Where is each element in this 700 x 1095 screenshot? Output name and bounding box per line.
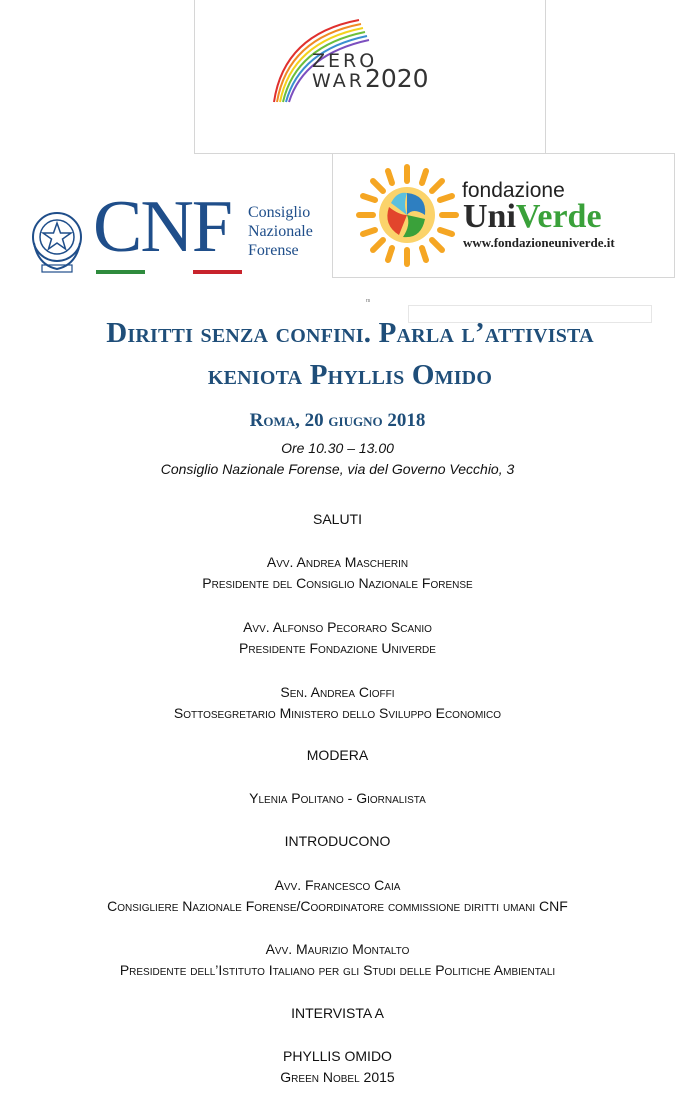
universe-brand	[463, 198, 602, 236]
zerowar-year: 2020	[364, 64, 429, 93]
cnf-name-line: Forense	[248, 242, 299, 259]
speaker-name: Avv. Maurizio Montalto	[265, 941, 410, 957]
speaker-role: Presidente del Consiglio Nazionale Forense	[202, 575, 473, 591]
cnf-name	[248, 203, 313, 260]
speaker-role: Consigliere Nazionale Forense/Coordinatore commissione diritti umani CNF	[107, 898, 568, 914]
intervista-heading: INTERVISTA A	[291, 1005, 384, 1021]
event-time: Ore 10.30 – 13.00	[281, 440, 394, 456]
universe-url: www.fondazioneuniverde.it	[463, 235, 615, 250]
tiny-mark: rs	[366, 298, 371, 304]
moderator: Ylenia Politano - Giornalista	[249, 790, 426, 806]
guest-award: Green Nobel 2015	[280, 1069, 395, 1085]
event-title-line2: keniota Phyllis Omido	[207, 359, 493, 391]
speaker-name: Avv. Andrea Mascherin	[266, 554, 409, 570]
event-title	[0, 312, 700, 396]
speaker-name: Avv. Francesco Caia	[274, 877, 401, 893]
event-title-line1: Diritti senza confini. Parla l’attivista	[106, 317, 594, 349]
introducono-heading: INTRODUCONO	[284, 833, 391, 849]
guest-name: PHYLLIS OMIDO	[283, 1048, 392, 1064]
speaker-role: Presidente dell’Istituto Italiano per gli Studi delle Politiche Ambientali	[119, 962, 556, 978]
speaker-name: Sen. Andrea Cioffi	[280, 684, 395, 700]
sun-logo-icon	[355, 163, 460, 268]
brand-verde: Verde	[515, 198, 602, 235]
zerowar-line1: ZERO	[312, 50, 378, 72]
speaker-name: Avv. Alfonso Pecoraro Scanio	[243, 619, 432, 635]
zerowar-line2: WAR	[312, 70, 365, 92]
speaker-role: Sottosegretario Ministero dello Sviluppo Economico	[173, 705, 502, 721]
zerowar-wordmark	[312, 50, 429, 93]
cnf-letters: CNF	[93, 186, 231, 268]
fondazione-label: fondazione	[462, 179, 565, 202]
italian-republic-emblem-icon	[28, 203, 86, 275]
event-date: Roma, 20 giugno 2018	[249, 410, 426, 431]
saluti-heading: SALUTI	[312, 511, 362, 527]
cnf-name-line: Nazionale	[248, 223, 313, 240]
modera-heading: MODERA	[306, 747, 369, 763]
brand-uni: Uni	[463, 198, 516, 235]
cnf-name-line: Consiglio	[248, 204, 311, 221]
speaker-role: Presidente Fondazione Univerde	[239, 640, 436, 656]
event-venue: Consiglio Nazionale Forense, via del Governo Vecchio, 3	[160, 461, 515, 477]
tricolor-stripe	[96, 270, 242, 274]
